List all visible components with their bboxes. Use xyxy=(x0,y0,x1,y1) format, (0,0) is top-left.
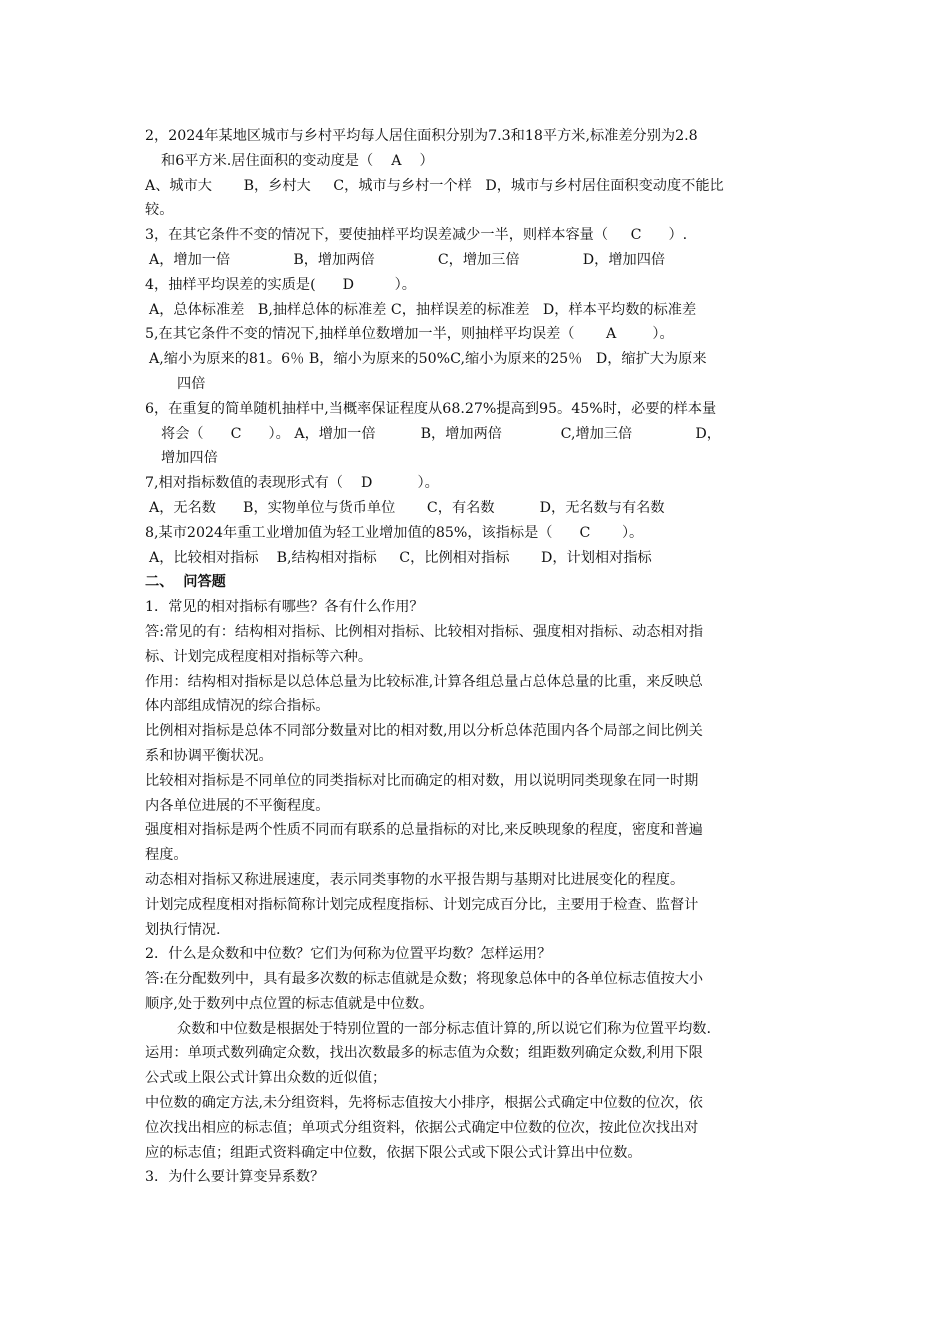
qa-2-answer-line-3: 众数和中位数是根据处于特别位置的一部分标志值计算的,所以说它们称为位置平均数. xyxy=(177,1020,711,1037)
qa-1-answer-line-6: 系和协调平衡状况。 xyxy=(145,747,273,764)
question-5: 5,在其它条件不变的情况下,抽样单位数增加一半，则抽样平均误差（ A ）。 xyxy=(145,326,674,343)
qa-1-answer-line-9: 强度相对指标是两个性质不同而有联系的总量指标的对比,来反映现象的程度，密度和普遍 xyxy=(145,822,703,839)
qa-3-question: 3．为什么要计算变异系数？ xyxy=(145,1169,325,1186)
qa-2-answer-line-5: 公式或上限公式计算出众数的近似值； xyxy=(145,1070,387,1087)
qa-1-answer-line-12: 计划完成程度相对指标简称计划完成程度指标、计划完成百分比，主要用于检查、监督计 xyxy=(145,896,699,913)
question-2-line-2: 和6平方米.居住面积的变动度是（ A ） xyxy=(161,152,434,169)
qa-1-question: 1．常见的相对指标有哪些？各有什么作用？ xyxy=(145,599,424,616)
qa-1-answer-line-2: 标、计划完成程度相对指标等六种。 xyxy=(145,648,373,665)
qa-1-answer-line-7: 比较相对指标是不同单位的同类指标对比而确定的相对数，用以说明同类现象在同一时期 xyxy=(145,772,699,789)
qa-2-answer-line-4: 运用：单项式数列确定众数，找出次数最多的标志值为众数；组距数列确定众数,利用下限 xyxy=(145,1045,703,1062)
document-page xyxy=(145,124,815,1190)
section-heading-qa: 二、 问答题 xyxy=(145,574,226,591)
question-7: 7,相对指标数值的表现形式有（ D ）。 xyxy=(145,475,439,492)
qa-1-answer-line-5: 比例相对指标是总体不同部分数量对比的相对数,用以分析总体范围内各个局部之间比例关 xyxy=(145,723,703,740)
qa-2-question: 2．什么是众数和中位数？它们为何称为位置平均数？怎样运用？ xyxy=(145,946,552,963)
question-8: 8,某市2024年重工业增加值为轻工业增加值的85%，该指标是（ C ）。 xyxy=(145,524,644,541)
question-4: 4，抽样平均误差的实质是( D ）。 xyxy=(145,276,416,293)
question-6-line-3: 增加四倍 xyxy=(161,450,218,467)
qa-1-answer-line-1: 答:常见的有：结构相对指标、比例相对指标、比较相对指标、强度相对指标、动态相对指 xyxy=(145,623,704,640)
qa-2-answer-line-1: 答:在分配数列中，具有最多次数的标志值就是众数；将现象总体中的各单位标志值按大小 xyxy=(145,971,704,988)
question-2-options-2: 较。 xyxy=(145,202,174,219)
question-8-options: A，比较相对指标 B,结构相对指标 C，比例相对指标 D，计划相对指标 xyxy=(149,549,652,566)
qa-1-answer-line-3: 作用：结构相对指标是以总体总量为比较标准,计算各组总量占总体总量的比重，来反映总 xyxy=(145,673,703,690)
qa-1-answer-line-8: 内各单位进展的不平衡程度。 xyxy=(145,797,330,814)
qa-1-answer-line-10: 程度。 xyxy=(145,847,188,864)
question-6-line-2: 将会（ C ）。 A，增加一倍 B，增加两倍 C,增加三倍 D， xyxy=(161,425,721,442)
qa-1-answer-line-13: 划执行情况. xyxy=(145,921,221,938)
question-2-line-1: 2，2024年某地区城市与乡村平均每人居住面积分别为7.3和18平方米,标准差分别为2.8 xyxy=(145,128,698,144)
question-2-options-1: A、城市大 B，乡村大 C，城市与乡村一个样 D，城市与乡村居住面积变动度不能比 xyxy=(145,177,724,194)
question-3-options: A，增加一倍 B，增加两倍 C，增加三倍 D，增加四倍 xyxy=(149,251,666,268)
question-7-options: A，无名数 B，实物单位与货币单位 C，有名数 D，无名数与有名数 xyxy=(149,499,665,516)
question-5-options-2: 四倍 xyxy=(177,375,206,392)
question-6-line-1: 6，在重复的简单随机抽样中,当概率保证程度从68.27%提高到95。45%时，必要的样本量 xyxy=(145,400,717,417)
qa-2-answer-line-6: 中位数的确定方法,未分组资料，先将标志值按大小排序，根据公式确定中位数的位次，依 xyxy=(145,1095,703,1112)
question-5-options-1: A,缩小为原来的81。6％ B，缩小为原来的50%C,缩小为原来的25％ D，缩扩大为原来 xyxy=(149,351,707,368)
qa-2-answer-line-7: 位次找出相应的标志值；单项式分组资料，依据公式确定中位数的位次，按此位次找出对 xyxy=(145,1119,699,1136)
question-3: 3，在其它条件不变的情况下，要使抽样平均误差减少一半，则样本容量（ C ）. xyxy=(145,227,688,244)
question-4-options: A，总体标准差 B,抽样总体的标准差 C，抽样误差的标准差 D，样本平均数的标准差 xyxy=(149,301,697,318)
qa-2-answer-line-8: 应的标志值；组距式资料确定中位数，依据下限公式或下限公式计算出中位数。 xyxy=(145,1144,642,1161)
qa-2-answer-line-2: 顺序,处于数列中点位置的标志值就是中位数。 xyxy=(145,995,434,1012)
qa-1-answer-line-4: 体内部组成情况的综合指标。 xyxy=(145,698,330,715)
qa-1-answer-line-11: 动态相对指标又称进展速度，表示同类事物的水平报告期与基期对比进展变化的程度。 xyxy=(145,871,685,888)
